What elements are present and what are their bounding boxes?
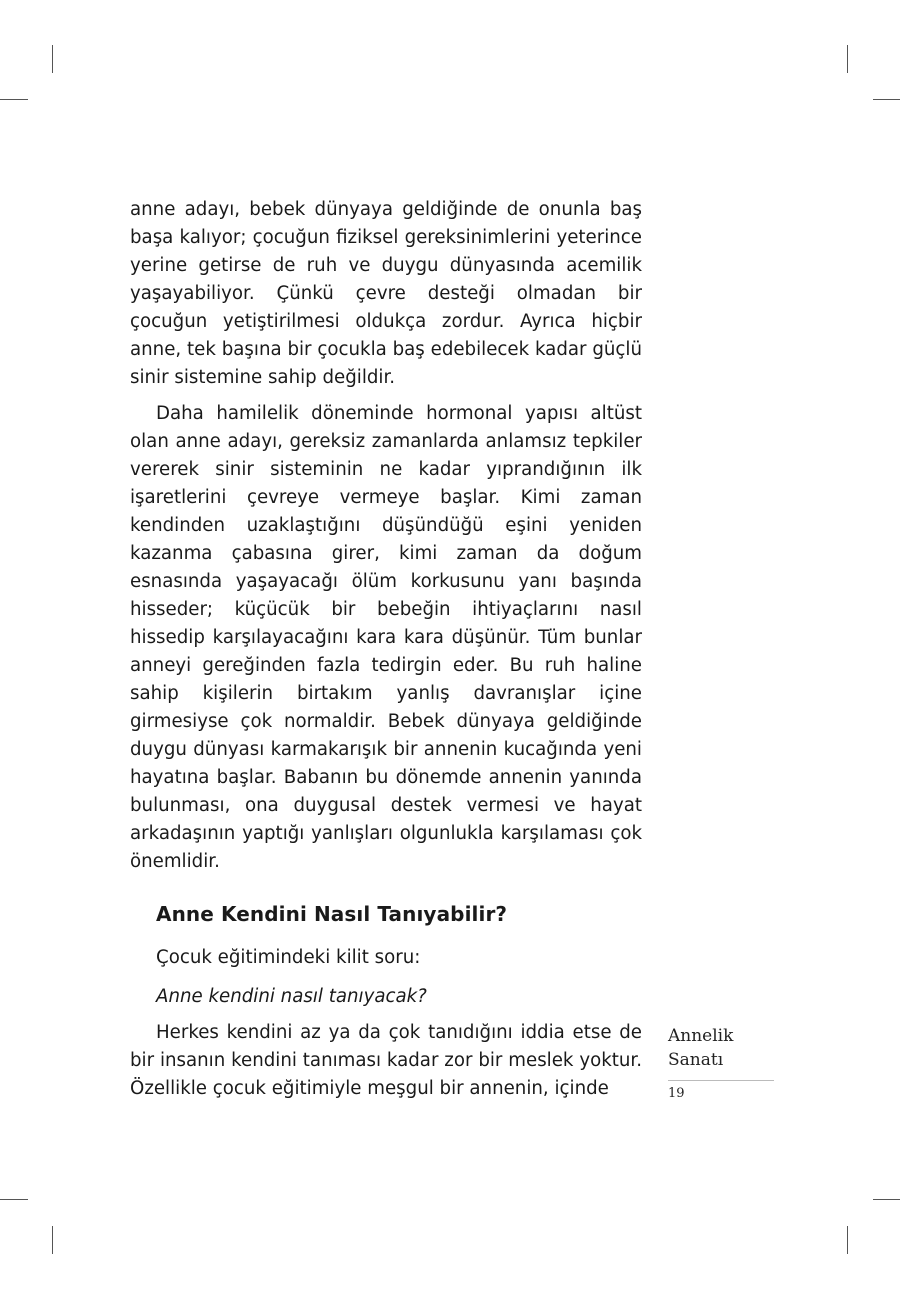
body-paragraph-2: Daha hamilelik döneminde hormonal yapısı altüst olan anne adayı, gereksiz zamanlarda anlamsız tepkiler vererek sinir sisteminin ne kadar yıprandığının ilk işaretlerini çevreye vermeye başlar. Kimi zaman kendinden uzaklaştığını düşündüğü eşini yeniden kazanma çabasına girer, kimi zaman da doğum esnasında yaşayacağı ölüm korkusunu yanı başında hisseder; küçücük bir bebeğin ihtiyaçlarını nasıl hissedip karşılayacağını kara kara düşünür. Tüm bunlar anneyi gereğinden fazla tedirgin eder. Bu ruh haline sahip kişilerin birtakım yanlış davranışlar içine girmesiyse çok normaldir. Bebek dünyaya geldiğinde duygu dünyası karmakarışık bir annenin kucağında yeni hayatına başlar. Babanın bu dönemde annenin yanında bulunması, ona duygusal destek vermesi ve hayat arkadaşının yaptığı yanlışları olgunlukla karşılaması çok önemlidir. [130, 403, 642, 872]
question-italic: Anne kendini nasıl tanıyacak? [156, 986, 427, 1007]
crop-mark-bottom-left-vertical [52, 1226, 53, 1254]
crop-mark-top-right-vertical [847, 45, 848, 73]
crop-mark-top-right-horizontal [873, 99, 900, 100]
book-title-line-2: Sanatı [668, 1050, 724, 1070]
sidebar-divider [668, 1080, 774, 1081]
body-paragraph-1: anne adayı, bebek dünyaya geldiğinde de onunla baş başa kalıyor; çocuğun fiziksel gereksinimlerini yeterince yerine getirse de ruh ve duygu dünyasında acemilik yaşayabiliyor. Çünkü çevre desteği olmadan bir çocuğun yetiştirilmesi oldukça zordur. Ayrıca hiçbir anne, tek başına bir çocukla baş edebilecek kadar güçlü sinir sistemine sahip değildir. [130, 199, 642, 388]
question-intro: Çocuk eğitimindeki kilit soru: [156, 947, 421, 968]
book-title-sidebar [668, 1024, 774, 1072]
crop-mark-top-left-vertical [52, 45, 53, 73]
book-title-line-1: Annelik [668, 1026, 734, 1046]
crop-mark-bottom-right-horizontal [873, 1199, 900, 1200]
body-paragraph-3: Herkes kendini az ya da çok tanıdığını iddia etse de bir insanın kendini tanıması kadar zor bir meslek yoktur. Özellikle çocuk eğitimiyle meşgul bir annenin, içinde [130, 1022, 642, 1099]
crop-mark-bottom-left-horizontal [0, 1199, 28, 1200]
section-heading: Anne Kendini Nasıl Tanıyabilir? [156, 902, 508, 926]
crop-mark-top-left-horizontal [0, 99, 28, 100]
page-number: 19 [668, 1086, 685, 1101]
crop-mark-bottom-right-vertical [847, 1226, 848, 1254]
